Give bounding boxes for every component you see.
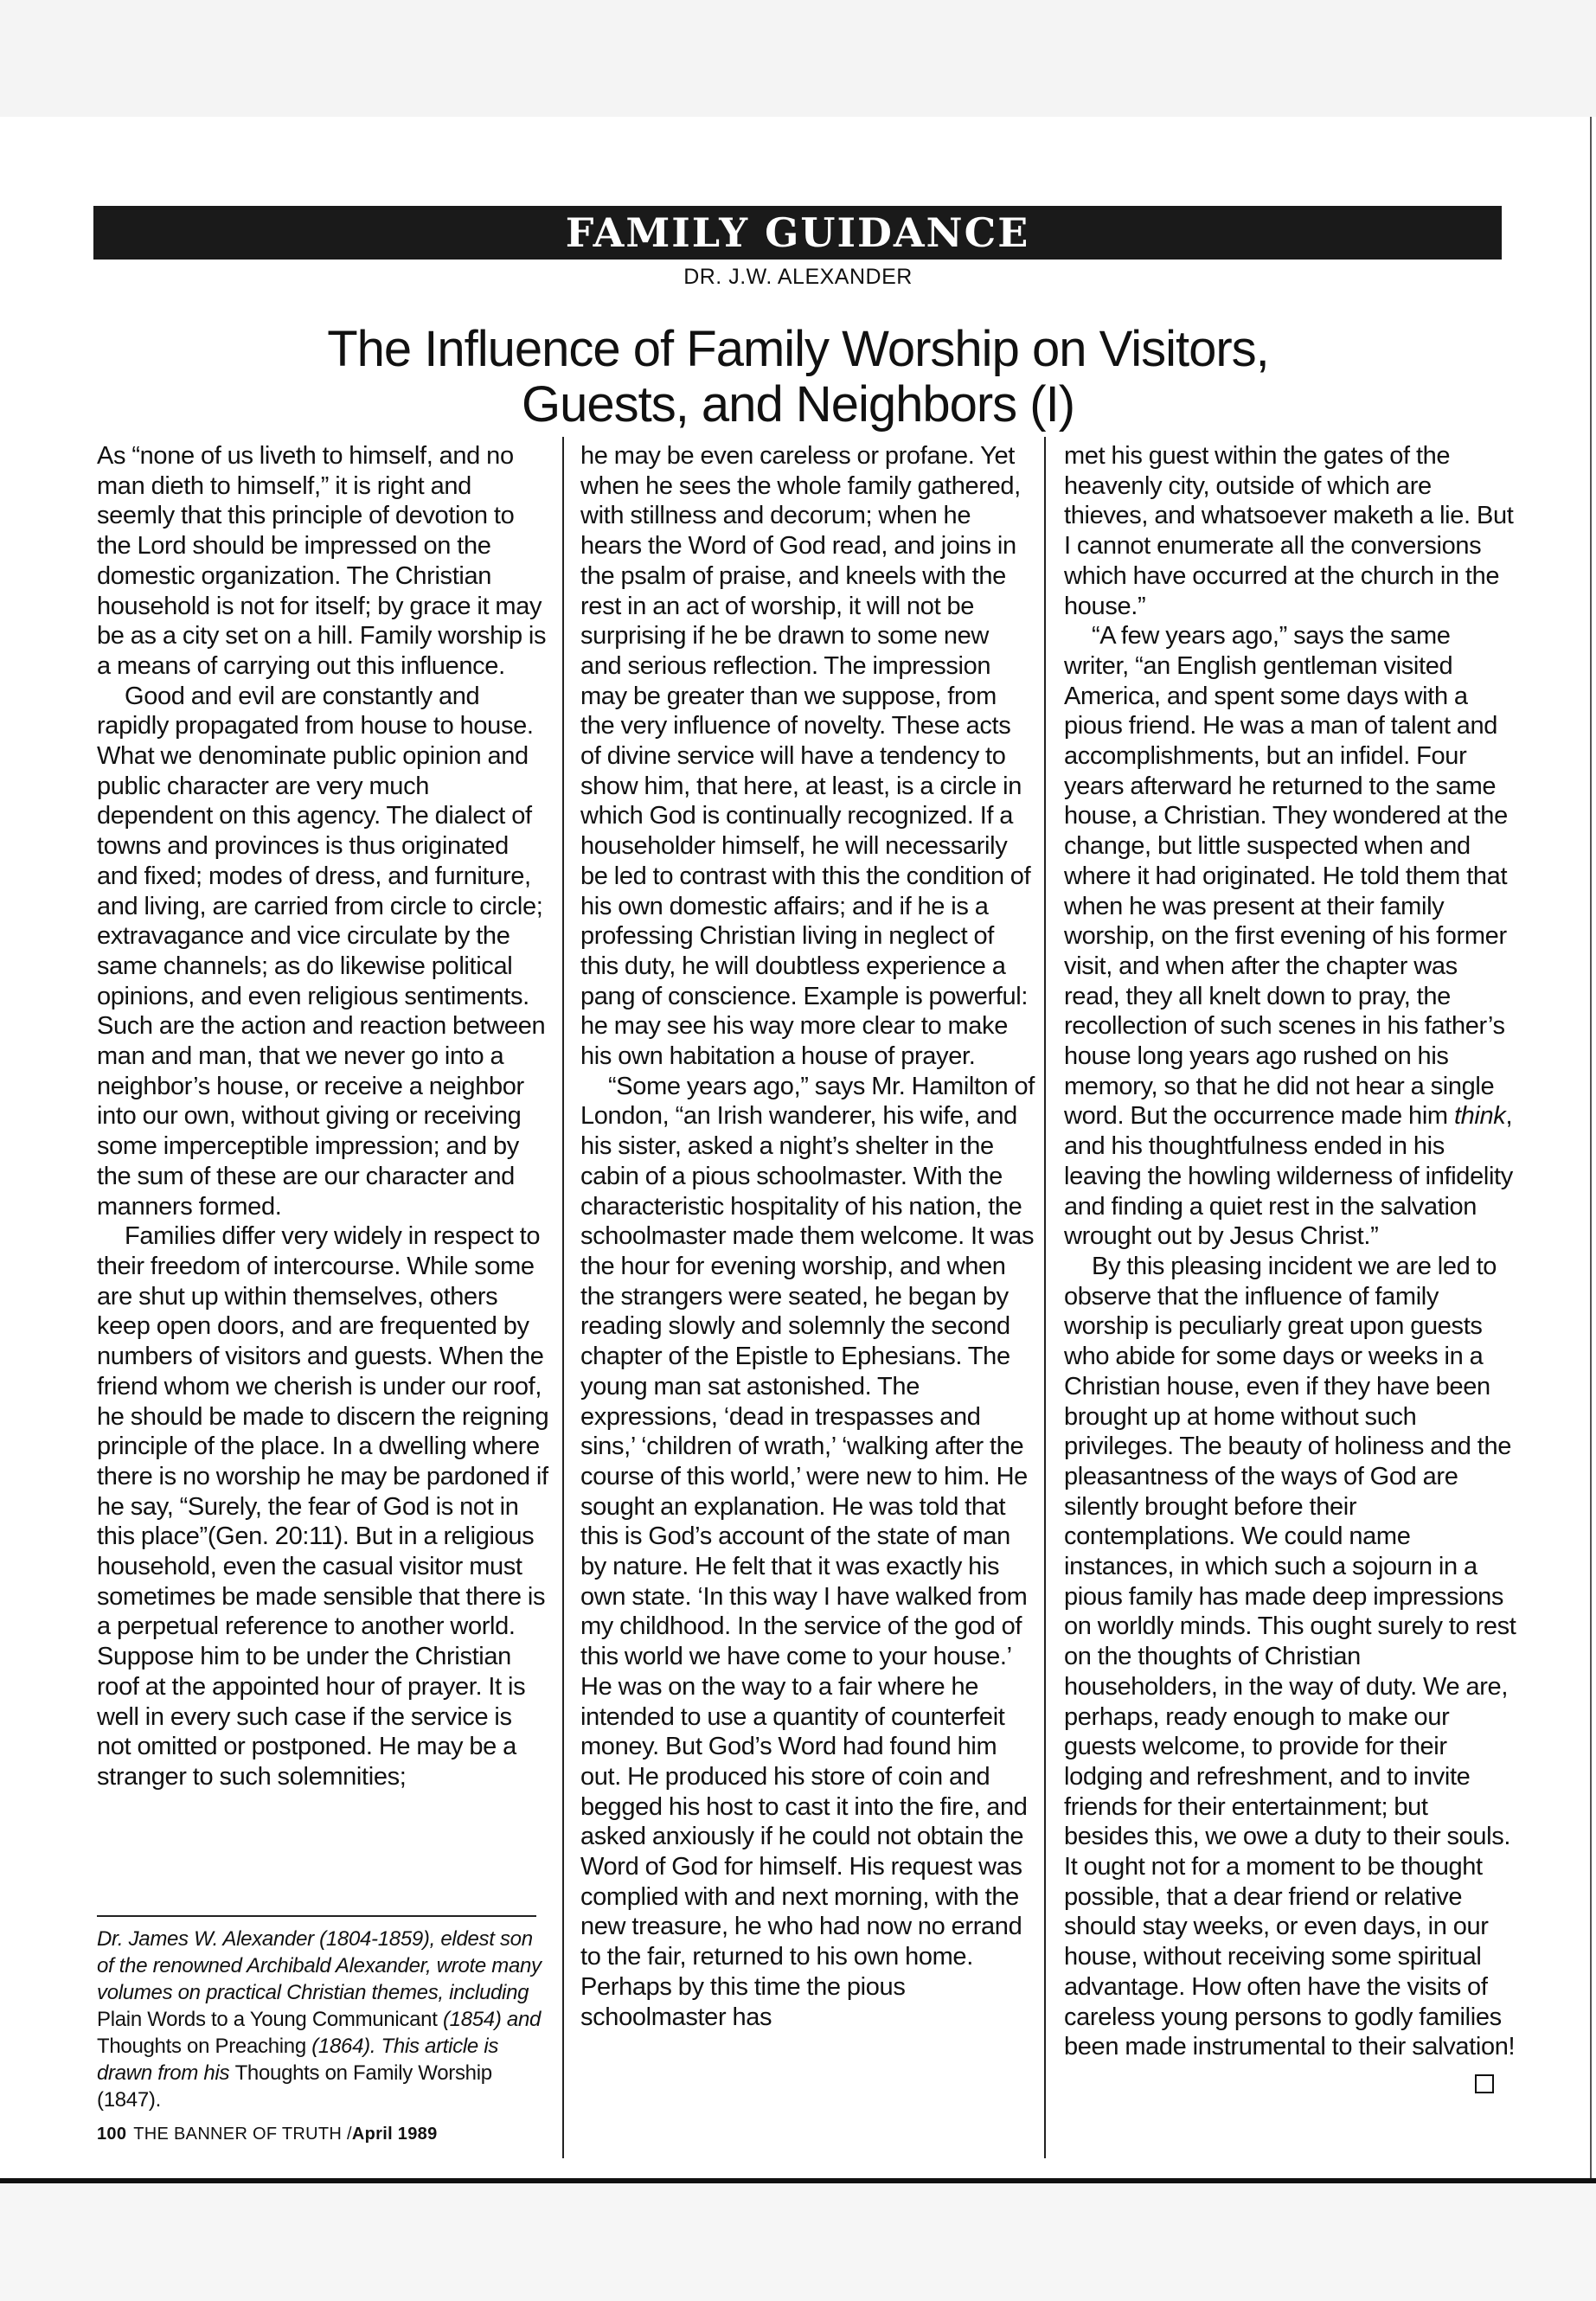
text-run: , and his thoughtfulness ended in his leaving the howling wilderness of infidelity and finding a quiet rest in the salvation wrought out by Jesus Christ.” xyxy=(1064,1102,1513,1251)
column-1 xyxy=(97,441,551,1792)
book-title: Thoughts on Family Worship xyxy=(234,2061,492,2085)
column-3 xyxy=(1064,441,1518,2062)
paragraph: he may be even careless or profane. Yet when he sees the whole family gathered, with stillness and decorum; when he hears the Word of God read, and joins in the psalm of praise, and kneels with the rest in an act of worship, it will not be surprising if he be drawn to some new and serious reflection. The impression may be greater than we suppose, from the very influence of novelty. These acts of divine service will have a tendency to show him, that here, at least, is a circle in which God is continually recognized. If a householder himself, he will necessarily be led to contrast with this the condition of his own domestic affairs; and if he is a professing Christian living in neglect of this duty, he will doubtless experience a pang of conscience. Example is powerful: he may see his way more clear to make his own habitation a house of prayer. xyxy=(580,442,1031,1071)
paragraph: met his guest within the gates of the heavenly city, outside of which are thieves, and whatsoever maketh a lie. But I cannot enumerate all the conversions which have occurred at the church in the house.” xyxy=(1064,442,1514,620)
emphasis-think: think xyxy=(1453,1102,1506,1131)
section-banner: FAMILY GUIDANCE xyxy=(93,206,1502,260)
title-line-1: The Influence of Family Worship on Visitors, xyxy=(327,321,1269,377)
book-title: Plain Words to a Young Communicant xyxy=(97,2008,438,2031)
column-2 xyxy=(580,441,1035,2032)
text-run: “A few years ago,” says the same writer, “an English gentleman visited America, and spent some days with a pious friend. He was a man of talent and accomplishments, but an infidel. Four years afterward he returned to the same house, a Christian. They wondered at the change, but little suspected when and where it had originated. He told them that when he was present at their family worship, on the first evening of his former visit, and when after the chapter was read, they all knelt down to pray, the recollection of such scenes in his father’s house long years ago rushed on his memory, so that he did not hear a single word. But the occurrence made him xyxy=(1064,622,1508,1131)
publication-name: THE BANNER OF TRUTH / xyxy=(133,2125,352,2144)
end-of-article-mark xyxy=(1475,2074,1494,2093)
text-run: (1864). This article is drawn from his xyxy=(97,2035,499,2085)
page-bottom-margin xyxy=(0,2183,1596,2301)
paragraph: “Some years ago,” says Mr. Hamilton of London, “an Irish wanderer, his wife, and his sister, asked a night’s shelter in the cabin of a pious schoolmaster. With the characteristic hospitality of his nation, the schoolmaster made them welcome. It was the hour for evening worship, and when the strangers were seated, he began by reading slowly and solemnly the second chapter of the Epistle to Ephesians. The young man sat astonished. The expressions, ‘dead in trespasses and sins,’ ‘children of wrath,’ ‘walking after the course of this world,’ were new to him. He sought an explanation. He was told that this is God’s account of the state of man by nature. He felt that it was exactly his own state. ‘In this way I have walked from my childhood. In the service of the god of this world we have come to your house.’ He was on the way to a fair where he intended to use a quantity of counterfeit money. But God’s Word had found him out. He produced his store of coin and begged his host to cast it into the fire, and asked anxiously if he could not obtain the Word of God for himself. His request was complied with and next morning, with the new treasure, he who had now no errand to the fair, returned to his own home. Perhaps by this time the pious schoolmaster has xyxy=(580,1072,1035,2031)
column-divider xyxy=(562,437,564,2158)
footnote-rule xyxy=(97,1915,536,1917)
title-line-2: Guests, and Neighbors (I) xyxy=(521,376,1075,433)
book-title: Thoughts on Preaching xyxy=(97,2035,306,2058)
text-run: (1847). xyxy=(97,2088,161,2112)
text-run: (1854) and xyxy=(437,2008,542,2031)
paragraph: Good and evil are constantly and rapidly propagated from house to house. What we denominate public opinion and public character are very much dependent on this agency. The dialect of towns and provinces is thus originated and fixed; modes of dress, and furniture, and living, are carried from circle to circle; extravagance and vice circulate by the same channels; as do likewise political opinions, and even religious sentiments. Such are the action and reaction between man and man, that we never go into a neighbor’s house, or receive a neighbor into our own, without giving or receiving some imperceptible impression; and by the sum of these are our character and manners formed. xyxy=(97,682,546,1221)
paragraph: By this pleasing incident we are led to observe that the influence of family worship is peculiarly great upon guests who abide for some days or weeks in a Christian house, even if they have been brought up at home without such privileges. The beauty of holiness and the pleasantness of the ways of God are silently brought before their contemplations. We could name instances, in which such a sojourn in a pious family has made deep impressions on worldly minds. This ought surely to rest on the thoughts of Christian householders, in the way of duty. We are, perhaps, ready enough to make our guests welcome, to provide for their lodging and refreshment, and to invite friends for their entertainment; but besides this, we owe a duty to their souls. It ought not for a moment to be thought possible, that a dear friend or relative should stay weeks, or even days, in our house, without receiving some spiritual advantage. How often have the visits of careless young persons to godly families been made instrumental to their salvation! xyxy=(1064,1252,1516,2061)
author-byline: DR. J.W. ALEXANDER xyxy=(683,265,913,289)
author-footnote xyxy=(97,1926,547,2113)
column-divider xyxy=(1044,437,1046,2158)
paragraph xyxy=(1064,621,1518,1252)
paragraph: Families differ very widely in respect to their freedom of intercourse. While some are shut up within themselves, others keep open doors, and are frequented by numbers of visitors and guests. When the friend whom we cherish is under our roof, he should be made to discern the reigning principle of the place. In a dwelling where there is no worship he may be pardoned if he say, “Surely, the fear of God is not in this place”(Gen. 20:11). But in a religious household, even the casual visitor must sometimes be made sensible that there is a perpetual reference to another world. Suppose him to be under the Christian roof at the appointed hour of prayer. It is well in every such case if the service is not omitted or postponed. He may be a stranger to such solemnities; xyxy=(97,1222,549,1791)
article-title xyxy=(0,322,1596,433)
page-number: 100 xyxy=(97,2125,127,2144)
text-run: Dr. James W. Alexander (1804-1859), eldest son of the renowned Archibald Alexander, wrote many volumes on practical Christian themes, including xyxy=(97,1927,542,2004)
issue-date: April 1989 xyxy=(351,2125,438,2144)
paragraph: As “none of us liveth to himself, and no man dieth to himself,” it is right and seemly that this principle of devotion to the Lord should be impressed on the domestic organization. The Christian household is not for itself; by grace it may be as a city set on a hill. Family worship is a means of carrying out this influence. xyxy=(97,442,547,680)
page-folio xyxy=(97,2125,438,2144)
page-top-margin xyxy=(0,0,1596,117)
